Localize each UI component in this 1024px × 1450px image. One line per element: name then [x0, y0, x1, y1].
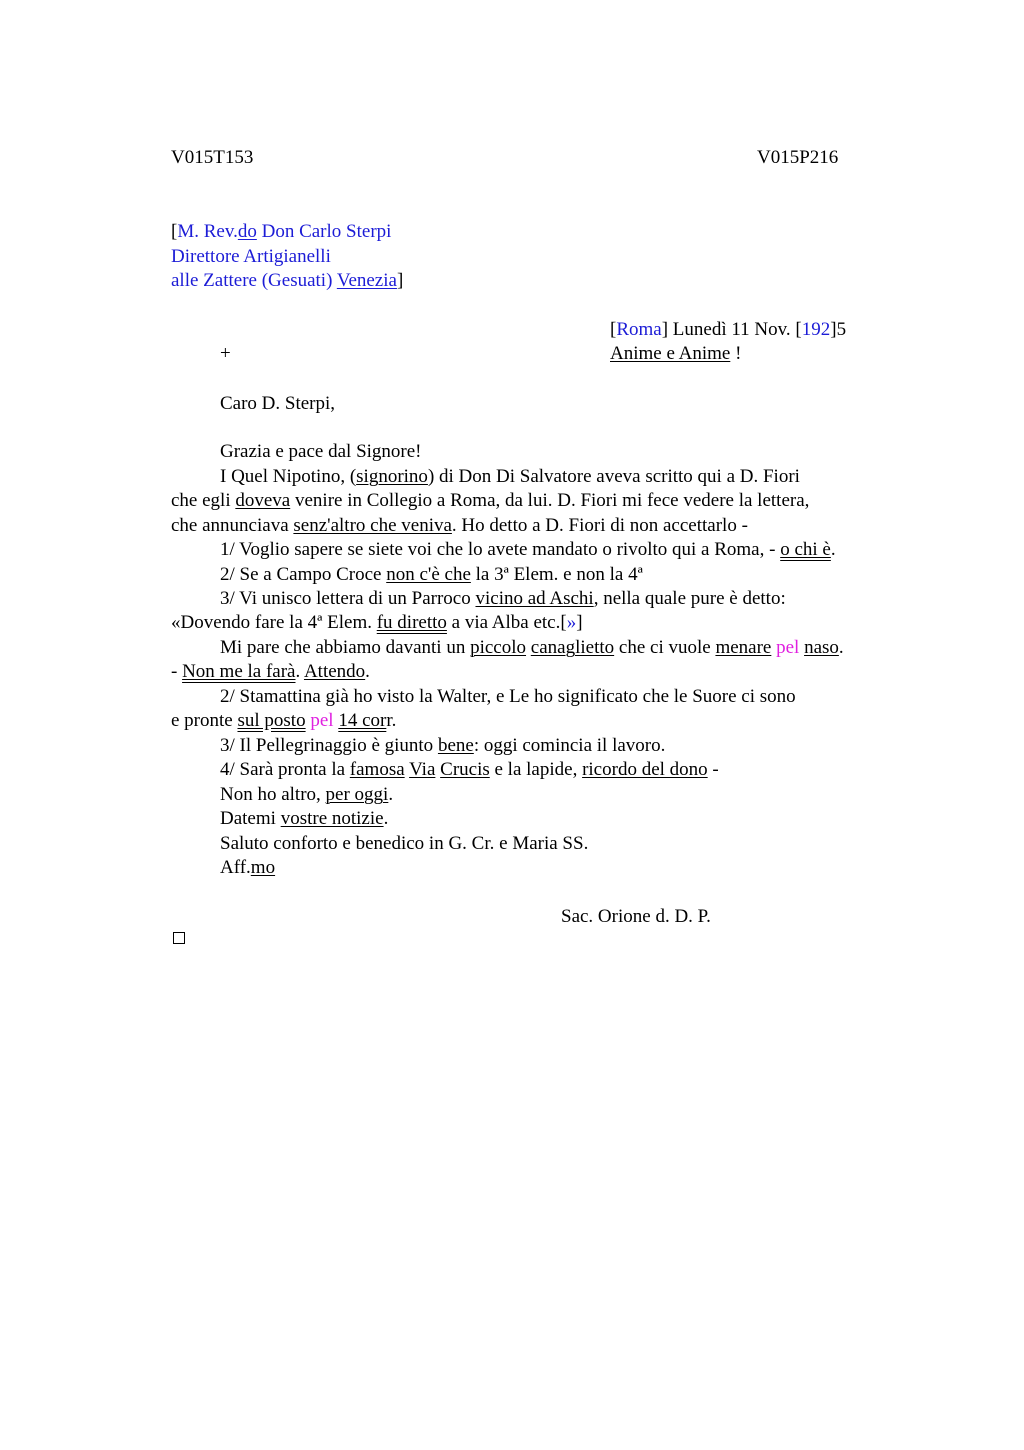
- body-line-11: 2/ Stamattina già ho visto la Walter, e Le ho significato che le Suore ci sono: [220, 686, 796, 707]
- text: 3/ Vi unisco lettera di un Parroco: [220, 588, 476, 609]
- underlined-text: Via: [409, 759, 436, 780]
- underlined-text: ricordo del dono: [582, 759, 708, 780]
- double-underlined-text: fu diretto: [376, 612, 447, 633]
- double-underlined-text: o chi è: [780, 539, 831, 560]
- dateline: [610, 318, 846, 342]
- text: -: [707, 759, 719, 780]
- text: : oggi comincia il lavoro.: [473, 735, 666, 756]
- underlined-text: naso: [804, 637, 839, 658]
- body-line-17: Saluto conforto e benedico in G. Cr. e Maria SS.: [220, 833, 589, 854]
- underlined-text: senz'altro che veniva: [293, 515, 452, 536]
- variant-word: pel: [776, 637, 800, 658]
- text: .: [830, 539, 836, 560]
- underlined-text: per oggi: [325, 784, 389, 805]
- underlined-text: famosa: [349, 759, 405, 780]
- body-line-2: [220, 465, 800, 489]
- underlined-text: vicino ad Aschi: [475, 588, 594, 609]
- signature: Sac. Orione d. D. P.: [561, 906, 711, 927]
- volume-code-left: V015T153: [171, 147, 254, 168]
- motto: [610, 342, 741, 366]
- text: .: [295, 661, 304, 682]
- editor-quote: »: [566, 612, 577, 633]
- body-line-18: [220, 856, 275, 880]
- underlined-text: doveva: [235, 490, 291, 511]
- text: e pronte: [171, 710, 238, 731]
- address-city: Venezia: [336, 270, 397, 291]
- address-line-2: Direttore Artigianelli: [171, 246, 331, 267]
- text: la 3ª Elem. e non la 4ª: [470, 564, 643, 585]
- text: ) di Don Di Salvatore aveva scritto qui a D. Fiori: [427, 466, 800, 487]
- greeting: Caro D. Sterpi,: [220, 393, 336, 414]
- cross-mark: +: [220, 343, 231, 364]
- underlined-text: canaglietto: [530, 637, 615, 658]
- text: .: [383, 808, 389, 829]
- body-line-6: [220, 563, 643, 587]
- address-title: M. Rev.: [177, 221, 238, 242]
- page-code-right: V015P216: [757, 147, 839, 168]
- date-year-digit: 5: [836, 319, 847, 340]
- underlined-text: Crucis: [440, 759, 490, 780]
- date-text: Lunedì 11 Nov.: [668, 319, 796, 340]
- bracket: ]: [830, 319, 837, 340]
- body-line-16: [220, 807, 388, 831]
- text: . Ho detto a D. Fiori di non accettarlo -: [451, 515, 748, 536]
- text: a via Alba etc.: [446, 612, 561, 633]
- underlined-text: menare: [715, 637, 772, 658]
- underlined-text: Attendo: [303, 661, 366, 682]
- bracket: [: [795, 319, 802, 340]
- text: «Dovendo fare la 4ª Elem.: [171, 612, 377, 633]
- text: , nella quale pure è detto:: [593, 588, 786, 609]
- body-line-4: [171, 514, 748, 538]
- text: .: [838, 637, 844, 658]
- address-street: alle Zattere (Gesuati): [171, 270, 337, 291]
- body-line-3: [171, 489, 809, 513]
- double-underlined-text: 14 cor: [338, 710, 387, 731]
- body-line-12: [171, 709, 396, 733]
- double-underlined-text: Non me la farà: [182, 661, 296, 682]
- body-line-10: [171, 660, 370, 684]
- text: Mi pare che abbiamo davanti un: [220, 637, 471, 658]
- text: .: [365, 661, 370, 682]
- variant-word: pel: [310, 710, 334, 731]
- underlined-text: non c'è che: [386, 564, 471, 585]
- text: .: [388, 784, 394, 805]
- bracket: [: [560, 612, 567, 633]
- underlined-text: vostre notizie: [280, 808, 384, 829]
- underlined-text: mo: [250, 857, 276, 878]
- text: 2/ Se a Campo Croce: [220, 564, 387, 585]
- text: Aff.: [220, 857, 251, 878]
- bracket: ]: [661, 319, 669, 340]
- body-line-13: [220, 734, 665, 758]
- text: I Quel Nipotino, (: [220, 466, 357, 487]
- text: Datemi: [220, 808, 281, 829]
- address-line-3: [171, 269, 403, 293]
- double-underlined-text: sul posto: [237, 710, 306, 731]
- end-mark-box-icon: [173, 932, 185, 944]
- bracket: ]: [396, 270, 404, 291]
- body-line-1: Grazia e pace dal Signore!: [220, 441, 422, 462]
- text: venire in Collegio a Roma, da lui. D. Fiori mi fece vedere la lettera,: [290, 490, 810, 511]
- date-place: Roma: [616, 319, 662, 340]
- body-line-14: [220, 758, 719, 782]
- text: che annunciava: [171, 515, 294, 536]
- text: r.: [386, 710, 397, 731]
- text: Non ho altro,: [220, 784, 326, 805]
- underlined-text: piccolo: [470, 637, 527, 658]
- text: 3/ Il Pellegrinaggio è giunto: [220, 735, 438, 756]
- body-line-9: [220, 636, 844, 660]
- motto-text: Anime e Anime: [610, 343, 731, 364]
- address-title-suffix: do: [237, 221, 257, 242]
- underlined-text: bene: [437, 735, 474, 756]
- bracket: [: [610, 319, 617, 340]
- text: 1/ Voglio sapere se siete voi che lo avete mandato o rivolto qui a Roma, -: [220, 539, 781, 560]
- text: 4/ Sarà pronta la: [220, 759, 350, 780]
- date-year-part: 192: [801, 319, 831, 340]
- body-line-5: [220, 538, 836, 562]
- bracket: ]: [576, 612, 583, 633]
- text: che ci vuole: [614, 637, 716, 658]
- motto-end: !: [730, 343, 742, 364]
- address-recipient: Don Carlo Sterpi: [256, 221, 392, 242]
- text: e la lapide,: [489, 759, 583, 780]
- bracket: [: [171, 221, 178, 242]
- underlined-text: signorino: [356, 466, 428, 487]
- body-line-7: [220, 587, 786, 611]
- address-line-1: [171, 220, 391, 244]
- text: -: [171, 661, 183, 682]
- body-line-15: [220, 783, 393, 807]
- body-line-8: [171, 611, 583, 635]
- text: che egli: [171, 490, 236, 511]
